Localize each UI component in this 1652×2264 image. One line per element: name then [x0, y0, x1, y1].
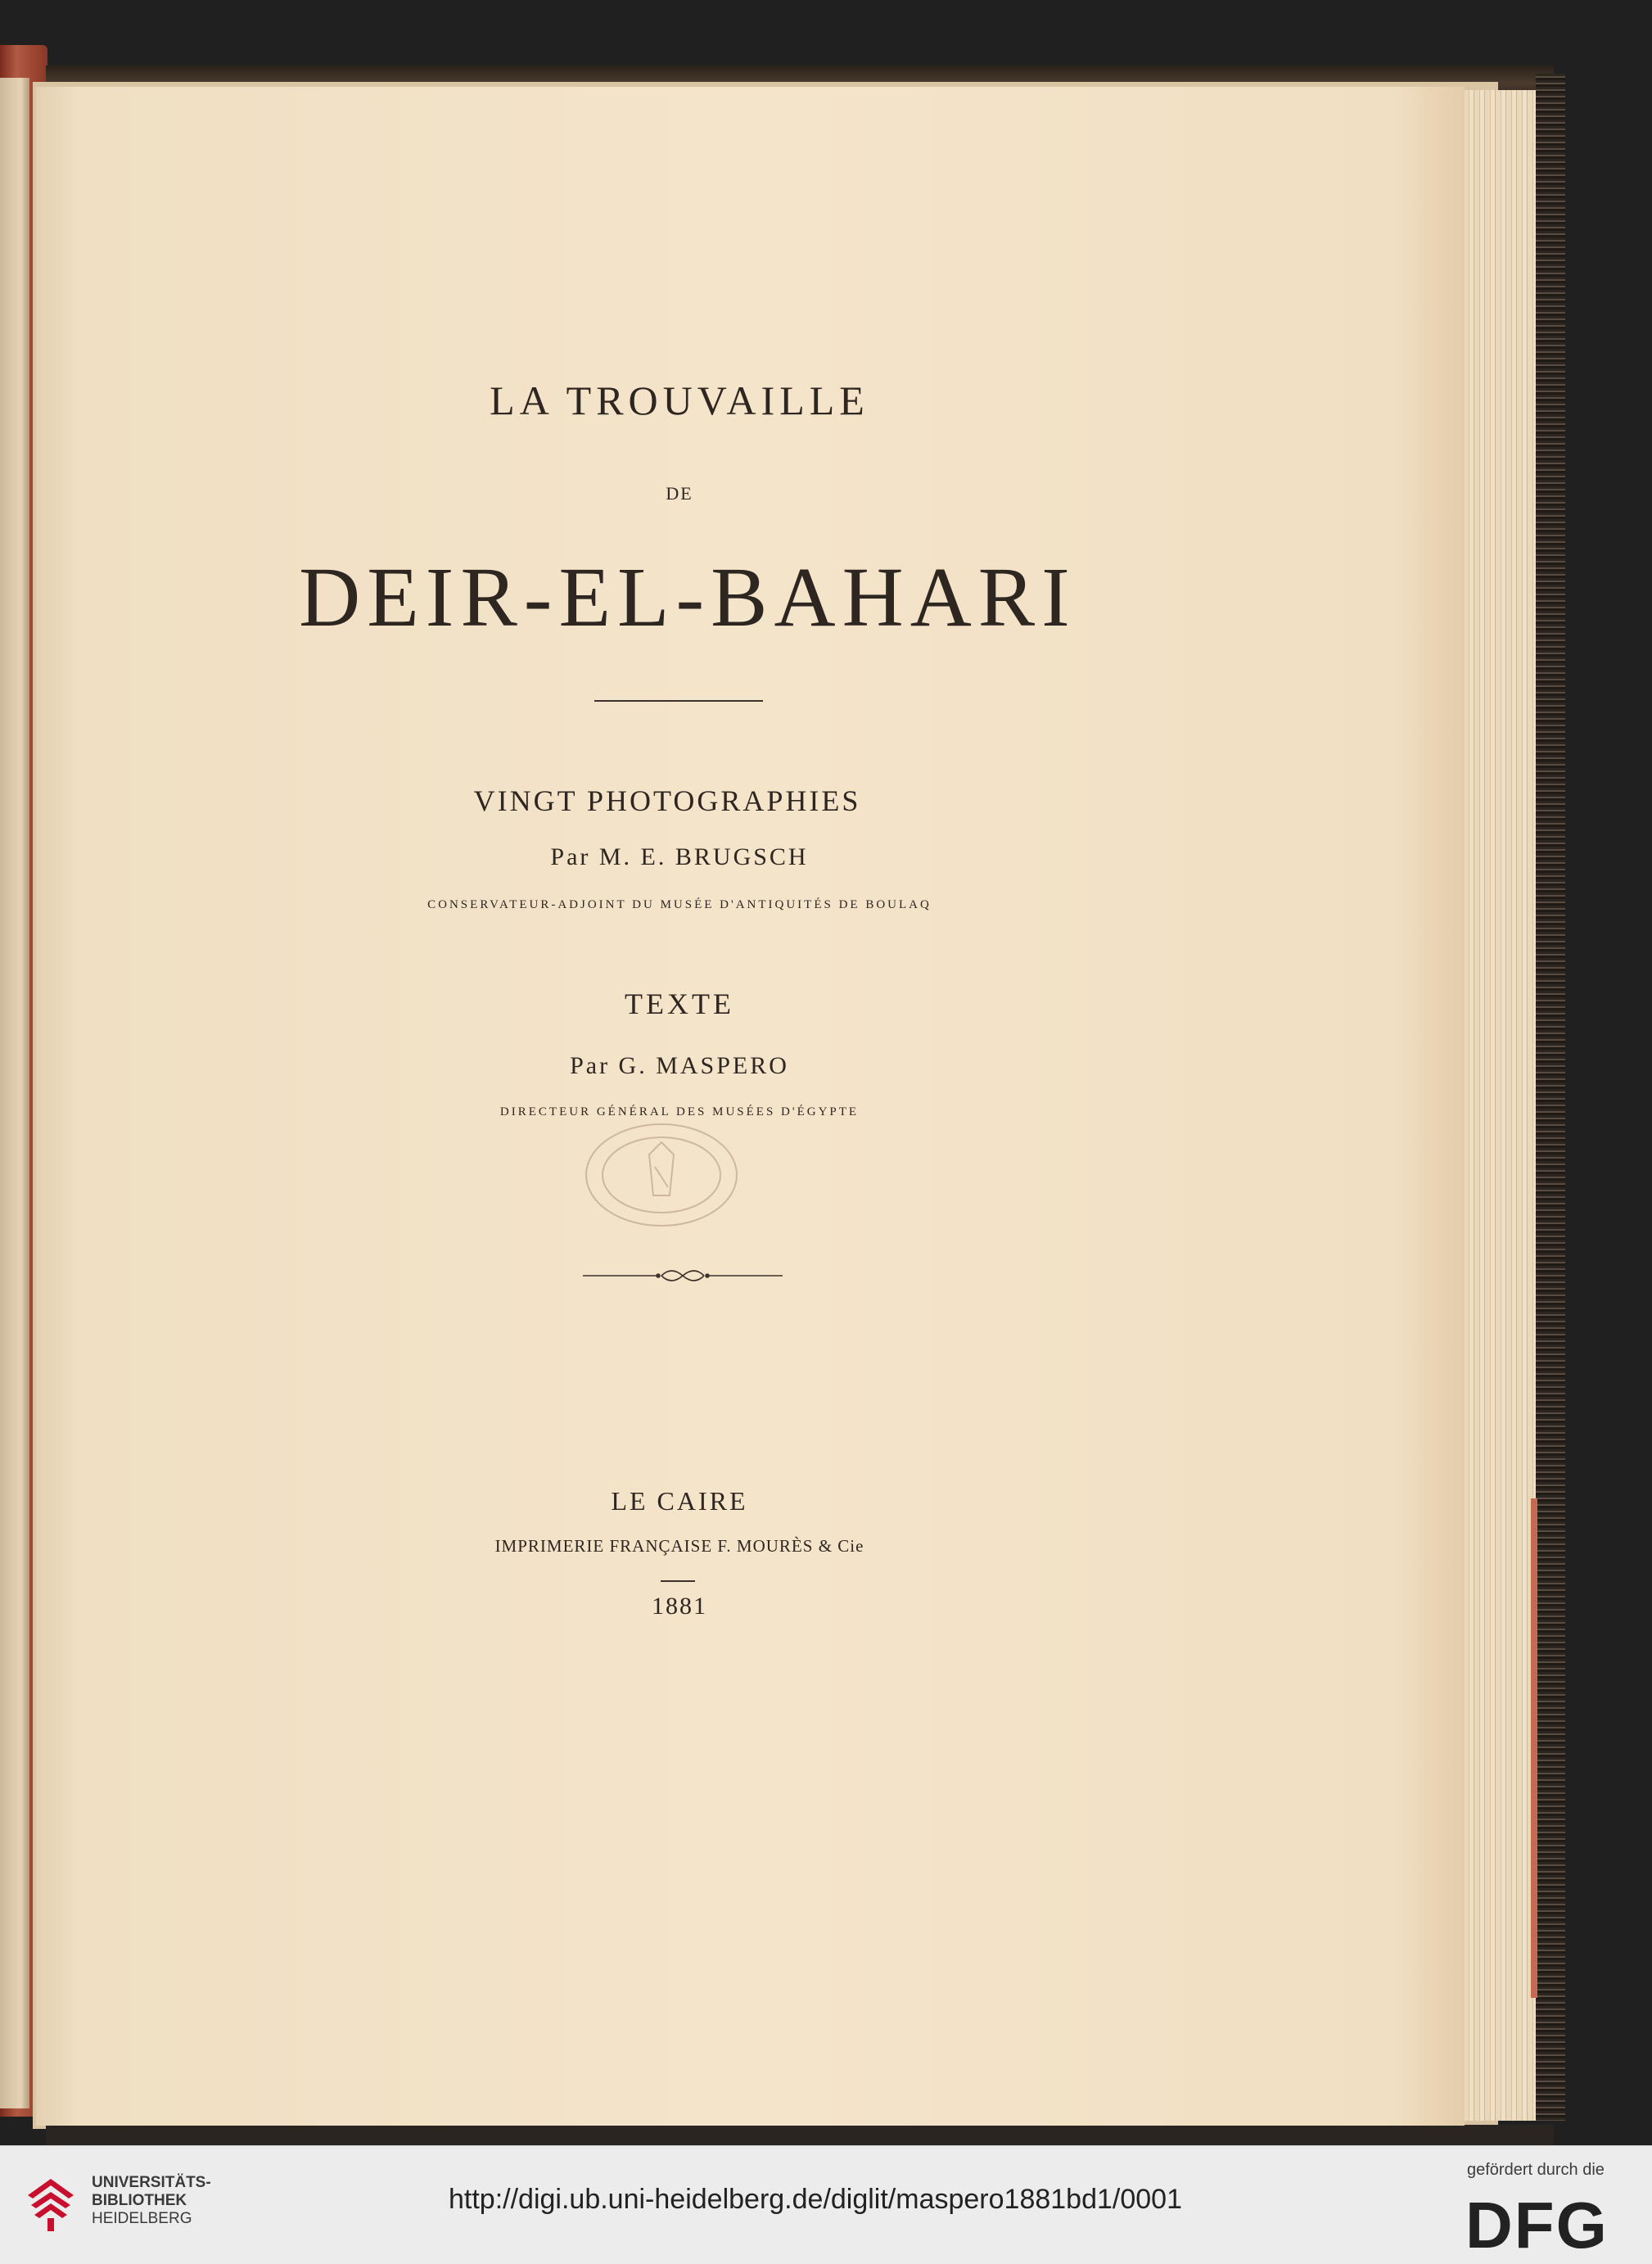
ub-heidelberg-logo-icon [20, 2171, 85, 2236]
publication-year: 1881 [652, 1593, 707, 1620]
subtitle: VINGT PHOTOGRAPHIES [473, 784, 861, 817]
dfg-logo [1465, 2190, 1629, 2256]
bottom-cover-gap [46, 2125, 1554, 2145]
dfg-logo-text: DFG [1465, 2190, 1609, 2256]
page-edge-stack [1464, 90, 1536, 2121]
text-heading: TEXTE [625, 987, 734, 1020]
library-name-line: BIBLIOTHEK [92, 2192, 187, 2209]
funding-note: gefördert durch die [1467, 2161, 1605, 2179]
left-leaf-edge [0, 78, 29, 2108]
viewer-footer [0, 2145, 1652, 2264]
library-name-line: HEIDELBERG [92, 2210, 192, 2227]
publication-city: LE CAIRE [611, 1486, 748, 1516]
library-name-line: UNIVERSITÄTS- [92, 2174, 211, 2191]
imprint-rule [661, 1580, 695, 1582]
title-connector: DE [666, 483, 693, 504]
photographer-credit: Par M. E. BRUGSCH [550, 843, 809, 870]
title-rule [594, 700, 763, 702]
right-cover-board [1536, 74, 1565, 2121]
printer-line: IMPRIMERIE FRANÇAISE F. MOURÈS & Cie [494, 1536, 864, 1556]
author-credit: Par G. MASPERO [570, 1052, 789, 1079]
permalink-url[interactable]: http://digi.ub.uni-heidelberg.de/diglit/maspero1881bd1/0001 [449, 2184, 1182, 2215]
title-line-1: LA TROUVAILLE [490, 377, 869, 423]
author-role: DIRECTEUR GÉNÉRAL DES MUSÉES D'ÉGYPTE [499, 1105, 860, 1118]
library-name [92, 2174, 211, 2228]
ornament-icon [583, 1261, 783, 1290]
photographer-role: CONSERVATEUR-ADJOINT DU MUSÉE D'ANTIQUITÉS DE BOULAQ [427, 898, 932, 911]
red-page-edge [1531, 1498, 1537, 1998]
title-line-2: DEIR-EL-BAHARI [299, 550, 1077, 644]
library-stamp-icon [580, 1118, 743, 1232]
